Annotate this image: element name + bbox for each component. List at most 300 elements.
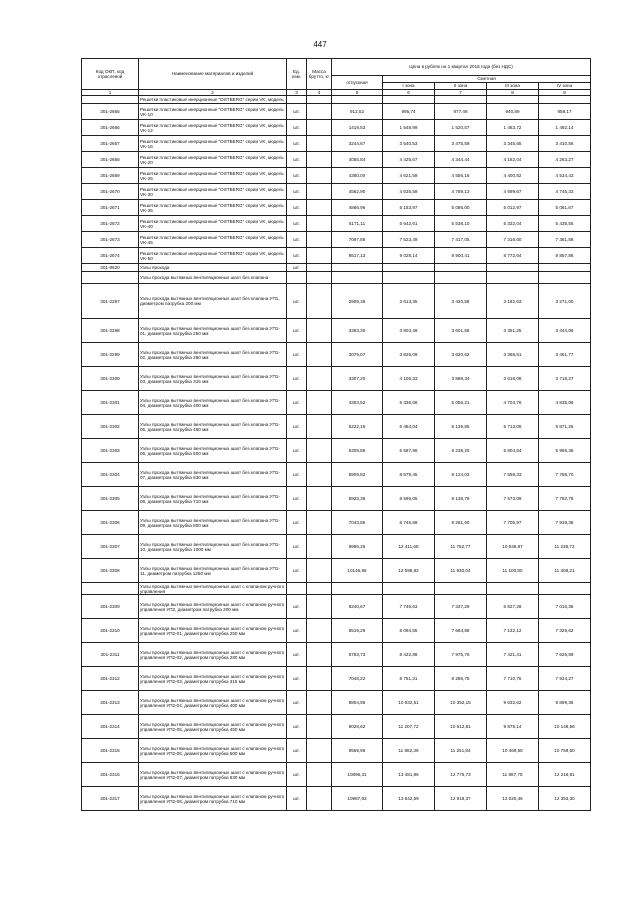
row-price-zone-3: 3 345,65 — [487, 136, 539, 152]
row-unit: шт. — [287, 104, 307, 120]
table-row — [82, 787, 591, 811]
row-price-zone-2 — [435, 264, 487, 272]
row-price-zone-1: 3 613,35 — [383, 284, 435, 319]
col-number: 4 — [307, 90, 332, 96]
table-header — [82, 59, 591, 96]
row-price-release — [332, 96, 383, 104]
row-mass — [307, 511, 332, 535]
row-price-zone-3: 4 182,04 — [487, 152, 539, 168]
row-mass — [307, 120, 332, 136]
row-price-zone-2: 10 612,81 — [435, 715, 487, 739]
row-price-zone-4: 9 899,36 — [539, 691, 591, 715]
row-name: Решетки пластиковые инерционные "OSTBERG" серии VK, модель VK-25 — [139, 168, 287, 184]
row-price-release: 9028,62 — [332, 715, 383, 739]
row-price-release: 2909,36 — [332, 284, 383, 319]
row-price-zone-3: 8 772,64 — [487, 248, 539, 264]
row-price-release: 3363,30 — [332, 319, 383, 343]
row-price-zone-1: 6 484,04 — [383, 415, 435, 439]
row-name: Решетки пластиковые инерционные "OSTBERG" серии VK, модель VK-40 — [139, 216, 287, 232]
table-row — [82, 120, 591, 136]
row-unit: шт. — [287, 168, 307, 184]
row-price-zone-1 — [383, 264, 435, 272]
table-row — [82, 343, 591, 367]
row-price-zone-1: 3 825,09 — [383, 343, 435, 367]
row-code: 301-2309 — [82, 595, 139, 619]
col-number: 6 — [383, 90, 435, 96]
row-price-zone-1: 4 635,59 — [383, 184, 435, 200]
row-price-release: 9996,25 — [332, 535, 383, 559]
col-number: 5 — [332, 90, 383, 96]
row-price-zone-3: 3 368,51 — [487, 343, 539, 367]
row-code: 301-2314 — [82, 715, 139, 739]
header-zone-3: III зона — [487, 83, 539, 90]
row-price-zone-2: 8 286,75 — [435, 667, 487, 691]
row-price-zone-4: 12 216,91 — [539, 763, 591, 787]
row-name: Узлы прохода вытяжных вентиляционных шахт без клапана УП1-11, диаметром патрубка 1250 мм — [139, 559, 287, 583]
row-price-zone-3: 5 804,64 — [487, 439, 539, 463]
row-name: Решетки пластиковые инерционные "OSTBERG" серии VK, модель VK-12 — [139, 120, 287, 136]
row-price-zone-2: 3 601,58 — [435, 319, 487, 343]
row-price-release: 10987,63 — [332, 787, 383, 811]
row-mass — [307, 319, 332, 343]
row-price-zone-4: 10 148,56 — [539, 715, 591, 739]
row-price-zone-3: 4 704,76 — [487, 391, 539, 415]
row-name: Узлы прохода вытяжных вентиляционных шахт без клапана УП1-03, диаметром патрубка 315 мм — [139, 367, 287, 391]
row-price-zone-4: 7 626,89 — [539, 643, 591, 667]
table-body — [82, 96, 591, 811]
row-price-zone-3 — [487, 272, 539, 284]
table-row — [82, 487, 591, 511]
row-price-release: 7097,86 — [332, 232, 383, 248]
row-price-zone-4: 7 782,78 — [539, 487, 591, 511]
table-row — [82, 463, 591, 487]
row-price-zone-2 — [435, 583, 487, 595]
row-price-zone-2: 4 769,13 — [435, 184, 487, 200]
row-price-zone-3: 3 351,25 — [487, 319, 539, 343]
row-name: Узлы прохода вытяжных вентиляционных шахт без клапана УП1-08, диаметром патрубка 710 мм — [139, 487, 287, 511]
row-code: 301-2306 — [82, 511, 139, 535]
row-price-zone-2 — [435, 96, 487, 104]
table-row — [82, 152, 591, 168]
row-name: Узлы прохода вытяжных вентиляционных шахт без клапана — [139, 272, 287, 284]
table-row — [82, 184, 591, 200]
table-row — [82, 136, 591, 152]
row-unit: шт. — [287, 559, 307, 583]
row-unit: шт. — [287, 200, 307, 216]
row-unit: шт. — [287, 439, 307, 463]
row-mass — [307, 643, 332, 667]
row-name: Узлы прохода вытяжных вентиляционных шахт без клапана УП1-07, диаметром патрубка 630 мм — [139, 463, 287, 487]
row-name: Решетки пластиковые инерционные "OSTBERG" серии VK, модель VK-45 — [139, 232, 287, 248]
row-name: Узлы прохода вытяжных вентиляционных шахт без клапана УП1-04, диаметром патрубка 400 мм — [139, 391, 287, 415]
row-price-zone-1: 1 548,99 — [383, 120, 435, 136]
row-code: 301-2298 — [82, 319, 139, 343]
row-mass — [307, 583, 332, 595]
row-price-zone-2: 1 520,57 — [435, 120, 487, 136]
col-number: 2 — [139, 90, 287, 96]
row-price-release: 5171,11 — [332, 216, 383, 232]
row-price-zone-1: 8 751,31 — [383, 667, 435, 691]
row-price-zone-2: 8 138,79 — [435, 487, 487, 511]
col-number: 3 — [287, 90, 307, 96]
row-price-zone-2: 6 139,85 — [435, 415, 487, 439]
row-price-zone-3 — [487, 264, 539, 272]
row-unit: шт. — [287, 691, 307, 715]
row-price-zone-3: 11 100,80 — [487, 559, 539, 583]
row-price-zone-4 — [539, 96, 591, 104]
row-price-zone-4: 4 534,43 — [539, 168, 591, 184]
row-mass — [307, 264, 332, 272]
row-price-zone-2: 5 538,10 — [435, 216, 487, 232]
row-price-zone-1: 13 481,96 — [383, 763, 435, 787]
row-unit: шт. — [287, 391, 307, 415]
row-code: 301-2301 — [82, 391, 139, 415]
table-row — [82, 595, 591, 619]
table-row — [82, 691, 591, 715]
row-code: 301-2307 — [82, 535, 139, 559]
table-row — [82, 272, 591, 284]
row-price-zone-2: 3 420,58 — [435, 284, 487, 319]
table-row — [82, 284, 591, 319]
row-price-zone-1: 5 642,61 — [383, 216, 435, 232]
row-price-zone-3: 3 182,63 — [487, 284, 539, 319]
row-code: 301-2313 — [82, 691, 139, 715]
row-code — [82, 583, 139, 595]
row-name: Узлы прохода вытяжных вентиляционных шахт без клапана УП1, диаметром патрубка 200 мм — [139, 284, 287, 319]
row-unit: шт. — [287, 763, 307, 787]
table-row — [82, 763, 591, 787]
row-price-zone-4: 3 410,56 — [539, 136, 591, 152]
price-table — [81, 58, 591, 811]
row-name: Решетки пластиковые инерционные "OSTBERG" серии VK, модель VK-30 — [139, 184, 287, 200]
row-name: Решетки пластиковые инерционные "OSTBERG" серии VK, модель VK-35 — [139, 200, 287, 216]
row-price-zone-3: 7 573,09 — [487, 487, 539, 511]
row-price-release: 10146,96 — [332, 559, 383, 583]
row-unit: шт. — [287, 739, 307, 763]
row-unit: шт. — [287, 463, 307, 487]
row-mass — [307, 739, 332, 763]
row-code: 301-2316 — [82, 763, 139, 787]
page-number: 447 — [313, 40, 327, 49]
row-code: 301-2668 — [82, 152, 139, 168]
row-price-zone-2: 11 251,84 — [435, 739, 487, 763]
table-row — [82, 715, 591, 739]
table-row — [82, 739, 591, 763]
row-unit: шт. — [287, 184, 307, 200]
row-mass — [307, 232, 332, 248]
table-row — [82, 415, 591, 439]
row-price-zone-1: 8 579,45 — [383, 463, 435, 487]
row-price-release: 5305,88 — [332, 439, 383, 463]
row-name: Узлы прохода вытяжных вентиляционных шахт с клапаном ручного управления УП2-02, диаметром патрубка 280 мм — [139, 643, 287, 667]
row-mass — [307, 367, 332, 391]
row-mass — [307, 200, 332, 216]
row-price-release: 7048,22 — [332, 667, 383, 691]
table-row — [82, 264, 591, 272]
table-row — [82, 643, 591, 667]
row-mass — [307, 248, 332, 264]
row-name: Решетки пластиковые инерционные "OSTBERG" серии VK, модель VK-10 — [139, 104, 287, 120]
row-code: 301-9620 — [82, 264, 139, 272]
row-price-release: 6783,73 — [332, 643, 383, 667]
row-price-release: 4360,00 — [332, 168, 383, 184]
col-number: 1 — [82, 90, 139, 96]
row-price-zone-4: 5 061,67 — [539, 200, 591, 216]
row-mass — [307, 284, 332, 319]
row-code — [82, 96, 139, 104]
row-name: Узлы прохода вытяжных вентиляционных шахт без клапана УП1-06, диаметром патрубка 500 мм — [139, 439, 287, 463]
table-row — [82, 391, 591, 415]
row-code: 301-2669 — [82, 168, 139, 184]
row-code: 301-2665 — [82, 104, 139, 120]
row-price-zone-3: 7 132,12 — [487, 619, 539, 643]
row-mass — [307, 96, 332, 104]
row-price-zone-4: 3 444,06 — [539, 319, 591, 343]
row-price-zone-3: 4 699,67 — [487, 184, 539, 200]
row-mass — [307, 595, 332, 619]
row-price-zone-4: 3 718,27 — [539, 367, 591, 391]
row-name: Узлы прохода вытяжных вентиляционных шахт с клапаном ручного управления УП2-06, диаметром патрубка 500 мм — [139, 739, 287, 763]
row-price-release: 3244,67 — [332, 136, 383, 152]
row-price-zone-4: 10 759,50 — [539, 739, 591, 763]
row-name: Узлы прохода вытяжных вентиляционных шахт с клапаном ручного управления УП2-04, диаметром патрубка 400 мм — [139, 691, 287, 715]
row-price-zone-3: 940,89 — [487, 104, 539, 120]
table-row — [82, 439, 591, 463]
row-price-zone-3: 5 713,06 — [487, 415, 539, 439]
row-price-zone-1: 8 094,55 — [383, 619, 435, 643]
table-row — [82, 367, 591, 391]
row-price-zone-2: 5 056,21 — [435, 391, 487, 415]
row-price-zone-4: 5 965,36 — [539, 439, 591, 463]
row-unit: шт. — [287, 120, 307, 136]
row-unit — [287, 96, 307, 104]
table-row — [82, 319, 591, 343]
row-name: Узлы прохода вытяжных вентиляционных шахт с клапаном ручного управления УП2-08, диаметром патрубка 710 мм — [139, 787, 287, 811]
row-price-zone-1: 10 932,51 — [383, 691, 435, 715]
row-price-zone-1: 995,74 — [383, 104, 435, 120]
row-price-zone-2: 3 888,34 — [435, 367, 487, 391]
row-name: Узлы прохода вытяжных вентиляционных шахт с клапаном ручного управления УП2-03, диаметром патрубка 315 мм — [139, 667, 287, 691]
table-row — [82, 511, 591, 535]
table-row — [82, 232, 591, 248]
row-code: 301-2304 — [82, 463, 139, 487]
row-code: 301-2674 — [82, 248, 139, 264]
row-name: Решетки пластиковые инерционные "OSTBERG" серии VK, модель — [139, 96, 287, 104]
row-price-zone-3: 5 332,04 — [487, 216, 539, 232]
header-estimate: Сметная — [383, 76, 591, 83]
col-number: 8 — [487, 90, 539, 96]
row-unit: шт. — [287, 284, 307, 319]
row-code: 301-2670 — [82, 184, 139, 200]
row-unit: шт. — [287, 319, 307, 343]
row-price-zone-1 — [383, 583, 435, 595]
row-unit: шт. — [287, 487, 307, 511]
header-price-title: Цена в рублях на 1 квартал 2016 года (без НДС) — [332, 59, 591, 76]
table-row — [82, 559, 591, 583]
row-price-zone-2: 7 664,88 — [435, 619, 487, 643]
row-price-zone-4 — [539, 264, 591, 272]
row-code: 301-2297 — [82, 284, 139, 319]
row-price-zone-4: 11 408,21 — [539, 559, 591, 583]
row-mass — [307, 216, 332, 232]
row-price-zone-1: 5 336,68 — [383, 391, 435, 415]
row-price-zone-4: 4 835,06 — [539, 391, 591, 415]
row-price-release — [332, 272, 383, 284]
row-price-zone-2: 8 900,41 — [435, 248, 487, 264]
row-price-zone-2: 11 752,77 — [435, 535, 487, 559]
row-mass — [307, 415, 332, 439]
row-price-zone-2: 5 086,00 — [435, 200, 487, 216]
row-price-zone-4: 3 271,00 — [539, 284, 591, 319]
row-price-zone-3: 7 710,75 — [487, 667, 539, 691]
row-name: Узлы прохода вытяжных вентиляционных шахт без клапана УП1-09, диаметром патрубка 800 мм — [139, 511, 287, 535]
row-price-zone-4: 11 238,72 — [539, 535, 591, 559]
row-price-zone-3: 6 827,28 — [487, 595, 539, 619]
table-row — [82, 216, 591, 232]
row-price-zone-4: 5 435,55 — [539, 216, 591, 232]
row-unit: шт. — [287, 136, 307, 152]
table-row — [82, 104, 591, 120]
row-price-zone-2: 3 475,59 — [435, 136, 487, 152]
row-price-zone-2: 7 337,29 — [435, 595, 487, 619]
row-price-zone-1: 11 882,39 — [383, 739, 435, 763]
row-code: 301-2317 — [82, 787, 139, 811]
row-price-release: 912,52 — [332, 104, 383, 120]
row-price-zone-2: 8 124,03 — [435, 463, 487, 487]
row-price-zone-3: 7 316,60 — [487, 232, 539, 248]
row-unit: шт. — [287, 619, 307, 643]
row-name: Узлы прохода вытяжных вентиляционных шахт с клапаном ручного управления УП2-05, диаметром патрубка 450 мм — [139, 715, 287, 739]
row-price-zone-1: 5 153,97 — [383, 200, 435, 216]
header-name: Наименование материалов и изделий — [139, 59, 287, 90]
row-price-zone-3 — [487, 96, 539, 104]
row-price-release: 4303,52 — [332, 391, 383, 415]
header-mass: Масса брутто, кг — [307, 59, 332, 90]
row-price-zone-2: 7 975,76 — [435, 643, 487, 667]
row-price-zone-1: 12 411,68 — [383, 535, 435, 559]
row-code: 301-2312 — [82, 667, 139, 691]
row-unit: шт. — [287, 787, 307, 811]
row-price-release: 5222,15 — [332, 415, 383, 439]
header-code: Код ОКП, код отраслевой — [82, 59, 139, 90]
row-unit: шт. — [287, 535, 307, 559]
row-price-zone-4: 8 857,86 — [539, 248, 591, 264]
row-price-zone-2: 977,46 — [435, 104, 487, 120]
row-name: Узлы прохода — [139, 264, 287, 272]
row-price-zone-4: 7 924,27 — [539, 667, 591, 691]
row-price-zone-1: 12 598,82 — [383, 559, 435, 583]
row-price-zone-1: 3 803,49 — [383, 319, 435, 343]
table-row — [82, 583, 591, 595]
row-price-zone-2: 4 344,44 — [435, 152, 487, 168]
row-unit: шт. — [287, 216, 307, 232]
row-price-release: 6923,38 — [332, 487, 383, 511]
row-price-zone-1: 4 425,67 — [383, 152, 435, 168]
row-price-zone-3: 7 559,33 — [487, 463, 539, 487]
row-price-zone-2: 3 620,62 — [435, 343, 487, 367]
row-price-zone-3: 7 705,97 — [487, 511, 539, 535]
row-price-zone-2: 7 417,05 — [435, 232, 487, 248]
row-price-zone-4: 7 919,38 — [539, 511, 591, 535]
row-unit: шт. — [287, 415, 307, 439]
row-price-zone-2: 8 281,60 — [435, 511, 487, 535]
row-price-release — [332, 583, 383, 595]
row-code: 301-2671 — [82, 200, 139, 216]
row-mass — [307, 343, 332, 367]
row-mass — [307, 787, 332, 811]
row-unit: шт. — [287, 264, 307, 272]
row-price-release: 9569,96 — [332, 739, 383, 763]
row-unit: шт. — [287, 511, 307, 535]
row-unit: шт. — [287, 667, 307, 691]
row-price-zone-3: 10 469,58 — [487, 739, 539, 763]
row-price-zone-1: 6 587,96 — [383, 439, 435, 463]
row-price-zone-2: 10 352,15 — [435, 691, 487, 715]
row-price-zone-1: 11 207,72 — [383, 715, 435, 739]
row-mass — [307, 439, 332, 463]
row-price-zone-4: 12 353,30 — [539, 787, 591, 811]
row-code: 301-2305 — [82, 487, 139, 511]
col-number: 7 — [435, 90, 487, 96]
header-zone-2: II зона — [435, 83, 487, 90]
row-mass — [307, 104, 332, 120]
row-price-zone-4 — [539, 272, 591, 284]
row-price-zone-3: 11 887,75 — [487, 763, 539, 787]
row-price-zone-4: 7 381,58 — [539, 232, 591, 248]
row-mass — [307, 667, 332, 691]
table-row — [82, 96, 591, 104]
row-unit: шт. — [287, 715, 307, 739]
row-name: Узлы прохода вытяжных вентиляционных шахт без клапана УП1-10, диаметром патрубка 1000 мм — [139, 535, 287, 559]
row-price-release: 7043,85 — [332, 511, 383, 535]
row-mass — [307, 391, 332, 415]
row-name: Решетки пластиковые инерционные "OSTBERG" серии VK, модель VK-50 — [139, 248, 287, 264]
row-price-zone-4 — [539, 583, 591, 595]
row-price-zone-1: 7 523,49 — [383, 232, 435, 248]
row-price-release — [332, 264, 383, 272]
row-code: 301-2315 — [82, 739, 139, 763]
row-mass — [307, 168, 332, 184]
row-mass — [307, 184, 332, 200]
row-mass — [307, 136, 332, 152]
row-price-release: 4866,96 — [332, 200, 383, 216]
row-name: Узлы прохода вытяжных вентиляционных шахт с клапаном ручного управления УП2, диаметром патрубка 200 мм — [139, 595, 287, 619]
row-price-zone-4: 959,17 — [539, 104, 591, 120]
row-price-zone-4: 4 263,27 — [539, 152, 591, 168]
row-name: Узлы прохода вытяжных вентиляционных шахт с клапаном ручного управления УП2-01, диаметром патрубка 250 мм — [139, 619, 287, 643]
row-price-release: 4055,84 — [332, 152, 383, 168]
row-code: 301-2300 — [82, 367, 139, 391]
row-price-zone-1: 13 642,59 — [383, 787, 435, 811]
row-code: 301-2311 — [82, 643, 139, 667]
row-unit: шт. — [287, 152, 307, 168]
row-price-zone-4: 5 871,25 — [539, 415, 591, 439]
row-mass — [307, 559, 332, 583]
row-price-zone-3: 1 463,72 — [487, 120, 539, 136]
row-price-release: 6519,29 — [332, 619, 383, 643]
row-code: 301-2666 — [82, 120, 139, 136]
row-price-zone-3: 4 400,82 — [487, 168, 539, 184]
row-price-zone-4: 7 016,38 — [539, 595, 591, 619]
row-name: Решетки пластиковые инерционные "OSTBERG" серии VK, модель VK-20 — [139, 152, 287, 168]
row-unit — [287, 272, 307, 284]
row-mass — [307, 152, 332, 168]
row-name: Узлы прохода вытяжных вентиляционных шахт без клапана УП1-01, диаметром патрубка 250 мм — [139, 319, 287, 343]
row-price-release: 6909,82 — [332, 463, 383, 487]
row-name: Узлы прохода вытяжных вентиляционных шахт с клапаном ручного управления УП2-07, диаметром патрубка 630 мм — [139, 763, 287, 787]
row-code: 301-2302 — [82, 415, 139, 439]
header-zone-4: IV зона — [539, 83, 591, 90]
